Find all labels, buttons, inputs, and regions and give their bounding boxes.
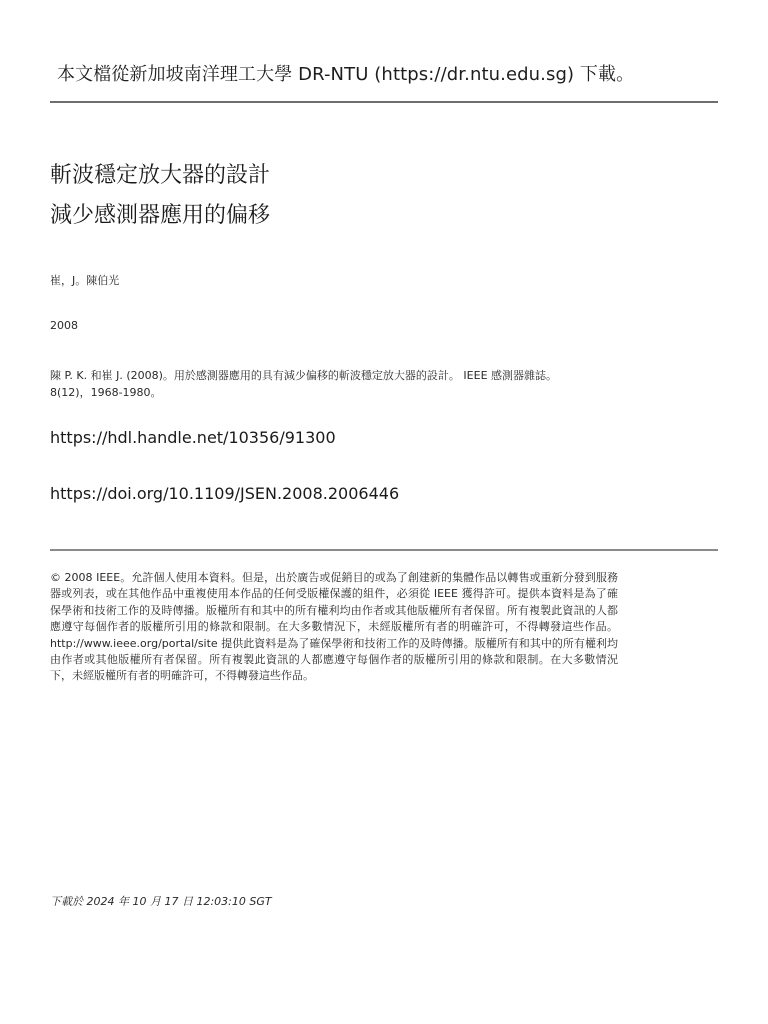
article-authors: 崔，J。陳伯光: [50, 274, 120, 287]
handle-link[interactable]: https://hdl.handle.net/10356/91300: [50, 428, 336, 447]
citation-text: 陳 P. K. 和崔 J. (2008)。用於感測器應用的具有減少偏移的斬波穩定放大器的設計。 IEEE 感測器雜誌。 8(12)，1968-1980。: [50, 369, 558, 399]
doi-link[interactable]: https://doi.org/10.1109/JSEN.2008.2006446: [50, 484, 400, 503]
copyright-notice: © 2008 IEEE。允許個人使用本資料。但是，出於廣告或促銷目的或為了創建新的集體作品以轉售或重新分發到服務器或列表，或在其他作品中重複使用本作品的任何受版權保護的組件，必須從 IEEE 獲得許可。提供本資料是為了確保學術和技術工作的及時傳播。版權所有和其中的所有權利均由作者或其他版權所有者保留。所有複製此資訊的人都應遵守每個作者的版權所引用的條款和限制。在大多數情況下，未經版權所有者的明確許可，不得轉發這些作品。 http://www.ieee.org/portal/site 提供此資料是為了確保學術和技術工作的及時傳播。版權所有和其中的所有權利均由作者或其他版權所有者保留。所有複製此資訊的人都應遵守每個作者的版權所引用的條款和限制。在大多數情況下，未經版權所有者的明確許可，不得轉發這些作品。: [50, 571, 618, 683]
source-note: 本文檔從新加坡南洋理工大學 DR-NTU (https://dr.ntu.edu.sg) 下載。: [57, 64, 635, 85]
header-divider: [50, 101, 718, 103]
article-title-line-2: 減少感測器應用的偏移: [50, 203, 271, 228]
rights-divider: [50, 549, 718, 551]
download-timestamp: 下載於 2024 年 10 月 17 日 12:03:10 SGT: [50, 895, 272, 908]
publication-year: 2008: [50, 319, 78, 332]
article-title-line-1: 斬波穩定放大器的設計: [50, 163, 271, 188]
